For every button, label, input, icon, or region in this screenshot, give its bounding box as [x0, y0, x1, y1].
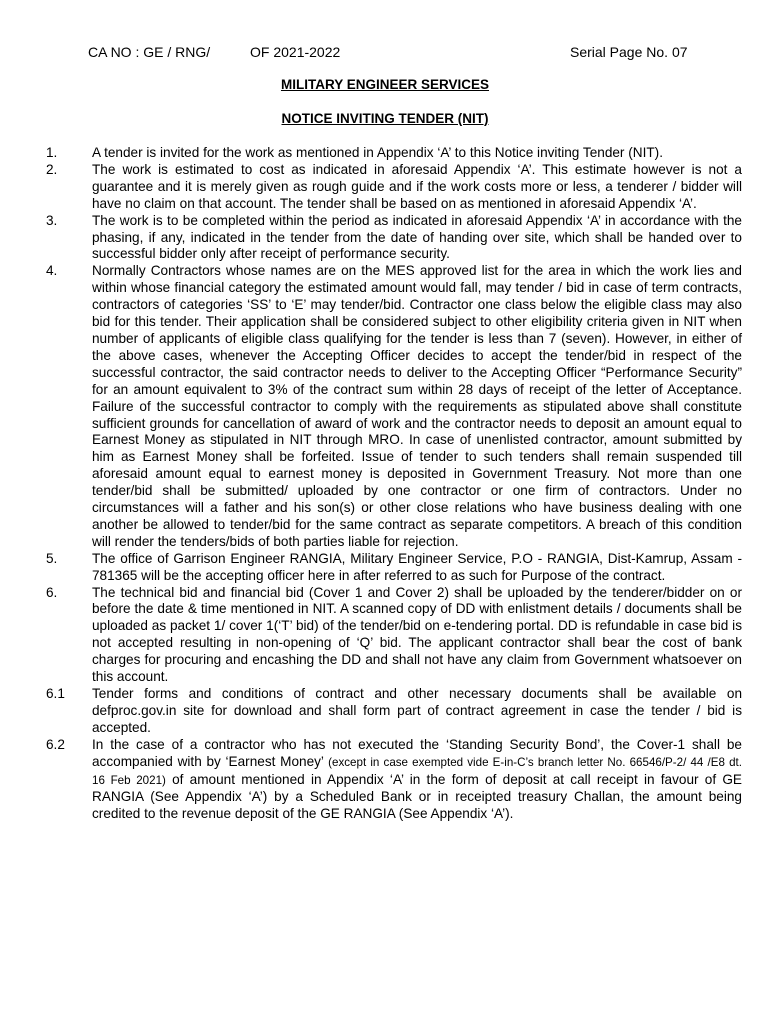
- clause-text: The technical bid and financial bid (Cover 1 and Cover 2) shall be uploaded by the tenderer/bidder on or before the date & time mentioned in NIT. A scanned copy of DD with enlistment details / documents shall be uploaded as packet 1/ cover 1(‘T’ bid) of the tender/bid on e-tendering portal. DD is refundable in case bid is not accepted resulting in non-opening of ‘Q’ bid. The applicant contractor shall bear the cost of bank charges for procuring and encashing the DD and shall not have any claim from Government whatsoever on this account.: [92, 584, 742, 685]
- clause-item: [46, 737, 742, 824]
- serial-page-number: Serial Page No. 07: [570, 44, 688, 60]
- clause-number: 6.: [46, 584, 58, 600]
- clause-item: [46, 145, 742, 162]
- clause-number: 6.2: [46, 736, 65, 752]
- clause-number: 5.: [46, 550, 58, 566]
- clause-text: Normally Contractors whose names are on the MES approved list for the area in which the work lies and within whose financial category the estimated amount would fall, may tender / bid in case of term contracts, contractors of categories ‘SS’ to ‘E’ may tender/bid. Contractor one class below the eligible class may also bid for this tender. Their application shall be considered subject to other eligibility criteria given in NIT when number of applicants of eligible class qualifying for the tender is less than 7 (seven). However, in either of the above cases, whenever the Accepting Officer decides to accept the tender/bid in respect of the successful contractor, the said contractor needs to deliver to the Accepting Officer “Performance Security” for an amount equivalent to 3% of the contract sum within 28 days of receipt of the letter of Acceptance. Failure of the successful contractor to comply with the requirements as stipulated above shall constitute sufficient grounds for cancellation of award of work and the contractor needs to deposit an amount equal to Earnest Money as stipulated in NIT through MRO. In case of unenlisted contractor, amount submitted by him as Earnest Money shall be forfeited. Issue of tender to such tenders shall remain suspended till aforesaid amount equal to earnest money is deposited in Government Treasury. Not more than one tender/bid shall be submitted/ uploaded by one contractor or one firm of contractors. Under no circumstances will a father and his son(s) or other close relations who have business dealing with one another be allowed to tender/bid for the same contract as separate competitors. A breach of this condition will render the tenders/bids of both parties liable for rejection.: [92, 263, 742, 549]
- clause-number: 6.1: [46, 686, 65, 701]
- clause-text: The office of Garrison Engineer RANGIA, Military Engineer Service, P.O - RANGIA, Dist-Kamrup, Assam - 781365 will be the accepting officer here in after referred to as such for Purpose of the contract.: [92, 550, 742, 583]
- clause-text: The work is estimated to cost as indicated in aforesaid Appendix ‘A’. This estimate however is not a guarantee and it is merely given as rough guide and if the work costs more or less, a tenderer / bidder will have no claim on that account. The tender shall be based on as mentioned in aforesaid Appendix ‘A’.: [92, 161, 742, 211]
- clause-text-part1: In the case of a contractor who has not executed the ‘Standing Security Bond’, the Cover-1 shall be accompanied with by ‘Earnest Money’: [92, 736, 742, 769]
- organization-title: MILITARY ENGINEER SERVICES: [280, 77, 490, 92]
- clause-text-part2: of amount mentioned in Appendix ‘A’ in the form of deposit at call receipt in favour of GE RANGIA (See Appendix ‘A’) by a Scheduled Bank or in receipted treasury Challan, the amount being credited to the revenue deposit of the GE RANGIA (See Appendix ‘A’).: [92, 771, 742, 822]
- clause-text: Tender forms and conditions of contract and other necessary documents shall be available on defproc.gov.in site for download and shall form part of contract agreement in case the tender / bid is accepted.: [92, 686, 742, 735]
- clause-text: The work is to be completed within the period as indicated in aforesaid Appendix ‘A’ in accordance with the phasing, if any, indicated in the tender from the date of handing over site, which shall be handed over to successful bidder only after receipt of performance security.: [92, 212, 742, 262]
- clause-item: [46, 162, 742, 213]
- clause-text: [92, 737, 742, 824]
- contract-year: OF 2021-2022: [250, 44, 341, 60]
- clause-list: [46, 145, 742, 823]
- clause-text: A tender is invited for the work as mentioned in Appendix ‘A’ to this Notice inviting Tender (NIT).: [92, 145, 663, 160]
- clause-item: [46, 551, 742, 585]
- notice-title: NOTICE INVITING TENDER (NIT): [281, 111, 489, 126]
- clause-item: [46, 213, 742, 264]
- clause-item: [46, 585, 742, 686]
- contract-number: CA NO : GE / RNG/: [88, 44, 211, 60]
- clause-number: 2.: [46, 161, 58, 177]
- clause-number: 4.: [46, 263, 58, 279]
- clause-number: 3.: [46, 212, 58, 228]
- clause-item: [46, 263, 742, 550]
- clause-number: 1.: [46, 145, 58, 160]
- exemption-note: (except in case exempted vide E-in-C’s branch letter No. 66546/P-2/ 44 /E8 dt. 16 Feb 2021): [92, 755, 742, 787]
- clause-item: [46, 686, 742, 737]
